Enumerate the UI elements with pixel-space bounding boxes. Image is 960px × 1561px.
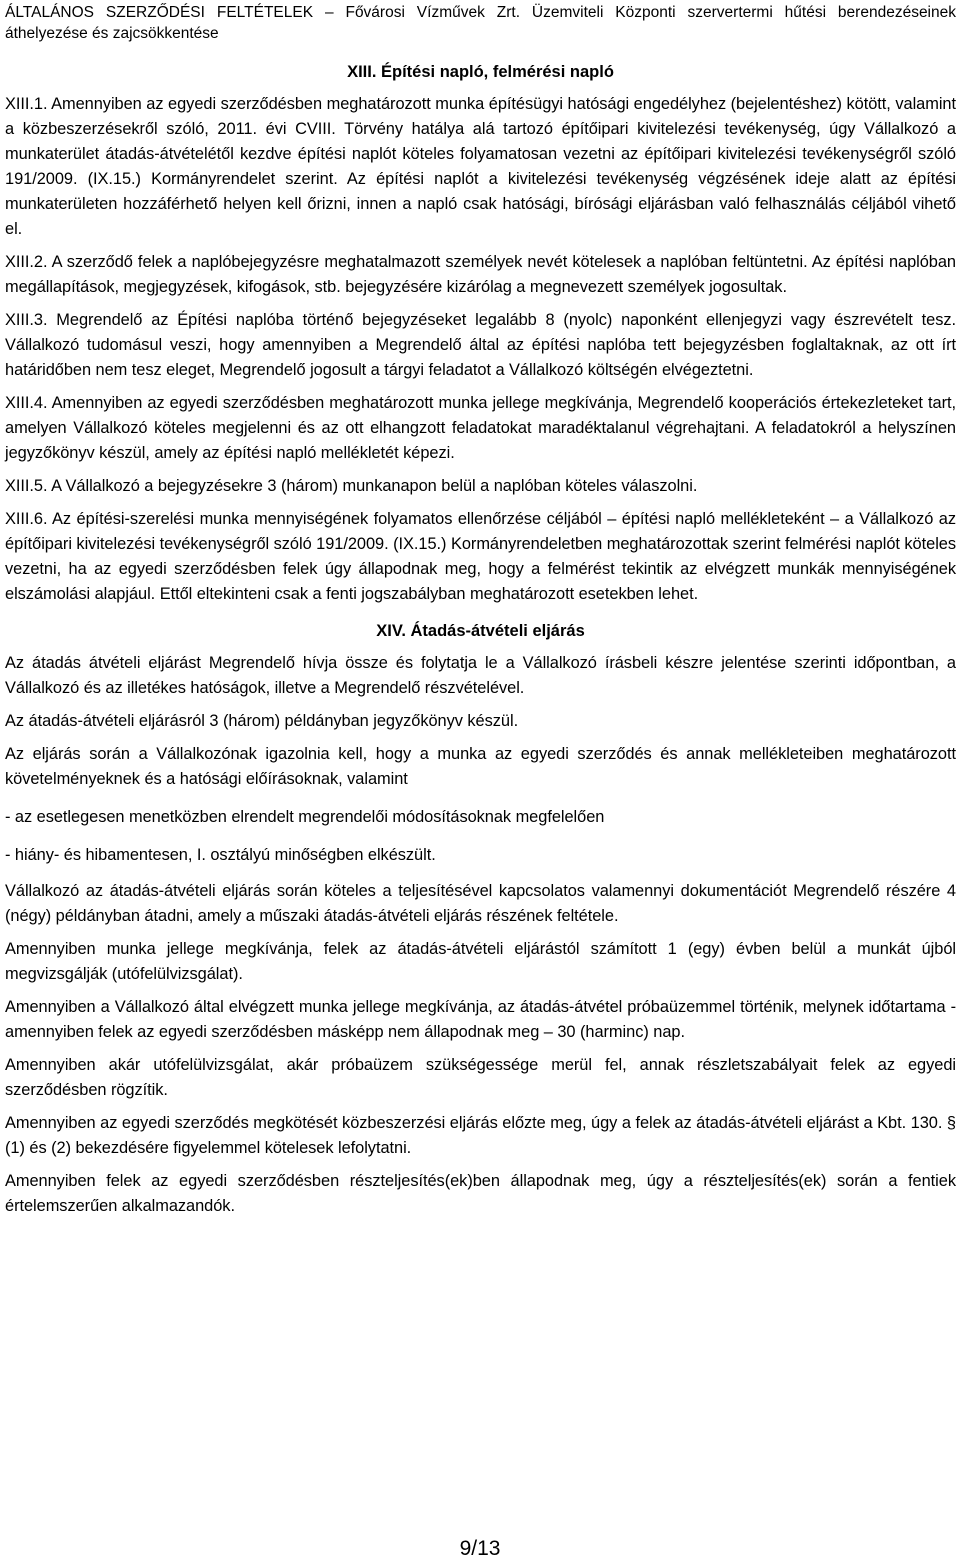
paragraph-13-3: XIII.3. Megrendelő az Építési naplóba történő bejegyzéseket legalább 8 (nyolc) naponként ellenjegyzi vagy észrevételt tesz. Vállalkozó tudomásul veszi, hogy amennyiben a Megrendelő által az építési naplóba tett bejegyzésben foglaltaknak, az ott írt határidőben nem tesz eleget, Megrendelő jogosult a tárgyi feladatot a Vállalkozó költségén elvégeztetni. <box>5 311 956 379</box>
page-number: 9/13 <box>459 1537 501 1560</box>
paragraph-14-9: Amennyiben akár utófelülvizsgálat, akár próbaüzem szükségessége merül fel, annak részletszabályait felek az egyedi szerződésben rögzítik. <box>5 1056 956 1099</box>
paragraph-14-10: Amennyiben az egyedi szerződés megkötését közbeszerzési eljárás előzte meg, úgy a felek az átadás-átvételi eljárást a Kbt. 130. § (1) és (2) bekezdésére figyelemmel kötelesek lefolytatni. <box>5 1114 956 1157</box>
section-13-title: XIII. Építési napló, felmérési napló <box>347 63 614 81</box>
section-14-title: XIV. Átadás-átvételi eljárás <box>376 622 585 640</box>
paragraph-14-6: Vállalkozó az átadás-átvételi eljárás során köteles a teljesítésével kapcsolatos valamennyi dokumentációt Megrendelő részére 4 (négy) példányban átadni, amely a műszaki átadás-átvételi eljárás részének feltétele. <box>5 882 956 925</box>
paragraph-13-4: XIII.4. Amennyiben az egyedi szerződésben meghatározott munka jellege megkívánja, Megrendelő kooperációs értekezleteket tart, amelyen Vállalkozó köteles megjelenni és az ott elhangzott feladatokat maradéktalanul végrehajtani. A feladatokról a helyszínen jegyzőkönyv készül, amely az építési napló mellékletét képezi. <box>5 394 956 462</box>
paragraph-14-2: Az átadás-átvételi eljárásról 3 (három) példányban jegyzőkönyv készül. <box>5 712 519 730</box>
paragraph-13-5: XIII.5. A Vállalkozó a bejegyzésekre 3 (három) munkanapon belül a naplóban köteles válaszolni. <box>5 477 698 495</box>
page-header: ÁLTALÁNOS SZERZŐDÉSI FELTÉTELEK – Fővárosi Vízművek Zrt. Üzemviteli Központi szervertermi hűtési berendezéseinek áthelyezése és zajcsökkentése <box>5 4 956 42</box>
paragraph-14-7: Amennyiben munka jellege megkívánja, felek az átadás-átvételi eljárástól számított 1 (egy) évben belül a munkát újból megvizsgálják (utófelülvizsgálat). <box>5 940 956 983</box>
paragraph-14-8: Amennyiben a Vállalkozó által elvégzett munka jellege megkívánja, az átadás-átvétel próbaüzemmel történik, melynek időtartama - amennyiben felek az egyedi szerződésben másképp nem állapodnak meg – 30 (harminc) nap. <box>5 998 956 1041</box>
paragraph-13-1: XIII.1. Amennyiben az egyedi szerződésben meghatározott munka építésügyi hatósági engedélyhez (bejelentéshez) kötött, valamint a közbeszerzésekről szóló, 2011. évi CVIII. Törvény hatálya alá tartozó építőipari kivitelezési tevékenység, úgy Vállalkozó a munkaterület átadás-átvételétől kezdve építési naplót köteles folyamatosan vezetni az építőipari kivitelezési tevékenységről szóló 191/2009. (IX.15.) Kormányrendelet szerint. Az építési naplót a kivitelezési tevékenység végzésének ideje alatt az építési munkaterületen hozzáférhető helyen kell őrizni, innen a napló csak hatósági, bírósági eljárásban való felhasználás céljából vihető el. <box>5 95 956 238</box>
paragraph-14-11: Amennyiben felek az egyedi szerződésben részteljesítés(ek)ben állapodnak meg, úgy a részteljesítés(ek) során a fentiek értelemszerűen alkalmazandók. <box>5 1172 956 1215</box>
paragraph-14-3: Az eljárás során a Vállalkozónak igazolnia kell, hogy a munka az egyedi szerződés és annak mellékleteiben meghatározott követelményeknek és a hatósági előírásoknak, valamint <box>5 745 956 788</box>
paragraph-14-4: - az esetlegesen menetközben elrendelt megrendelői módosításoknak megfelelően <box>5 808 605 826</box>
paragraph-13-2: XIII.2. A szerződő felek a naplóbejegyzésre meghatalmazott személyek nevét kötelesek a naplóban feltüntetni. Az építési naplóban megállapítások, megjegyzések, kifogások, stb. bejegyzésére kizárólag a megnevezett személyek jogosultak. <box>5 253 956 296</box>
paragraph-14-1: Az átadás átvételi eljárást Megrendelő hívja össze és folytatja le a Vállalkozó írásbeli készre jelentése szerinti időpontban, a Vállalkozó és az illetékes hatóságok, illetve a Megrendelő részvételével. <box>5 654 956 697</box>
paragraph-14-5: - hiány- és hibamentesen, I. osztályú minőségben elkészült. <box>5 846 436 864</box>
paragraph-13-6: XIII.6. Az építési-szerelési munka mennyiségének folyamatos ellenőrzése céljából – építési napló mellékleteként – a Vállalkozó az építőipari kivitelezési tevékenységről szóló 191/2009. (IX.15.) Kormányrendeletben meghatározottak szerint felmérési naplót köteles vezetni, ha az egyedi szerződésben felek úgy állapodnak meg, hogy a felmérést tekintik az elvégzett munkák mennyiségének elszámolási alapjául. Ettől eltekinteni csak a fenti jogszabályban meghatározott esetekben lehet. <box>5 510 956 603</box>
